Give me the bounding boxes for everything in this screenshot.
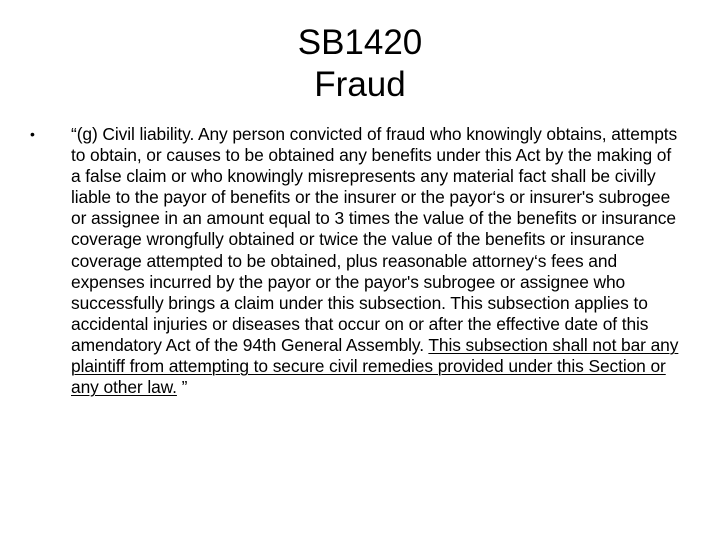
bullet-marker: • — [30, 126, 35, 142]
slide-title-line-2: Fraud — [314, 65, 406, 104]
slide-title-line-1: SB1420 — [297, 23, 423, 62]
bullet-item — [30, 124, 690, 398]
statute-text: “(g) Civil liability. Any person convicted of fraud who knowingly obtains, attempts to obtain, or causes to be obtained any benefits under this Act by the making of a false claim or who knowingly misrepresents any material fact shall be civilly liable to the payor of benefits or the insurer or the payor‘s or insurer's subrogee or assignee in an amount equal to 3 times the value of the benefits or insurance coverage wrongfully obtained or twice the value of the benefits or insurance coverage attempted to be obtained, plus reasonable attorney‘s fees and expenses incurred by the payor or the payor's subrogee or assignee who successfully brings a claim under this subsection. This subsection applies to accidental injuries or diseases that occur on or after the effective date of this amendatory Act of the 94th General Assembly. — [71, 124, 678, 355]
slide-content — [30, 124, 690, 398]
slide-title — [0, 22, 720, 106]
statute-quote — [71, 124, 683, 398]
statute-amendment-text: This subsection shall not bar any plaintiff from attempting to secure civil remedies provided under this Section or any other law. — [71, 334, 679, 398]
statute-closing-quote: ” — [176, 377, 188, 398]
